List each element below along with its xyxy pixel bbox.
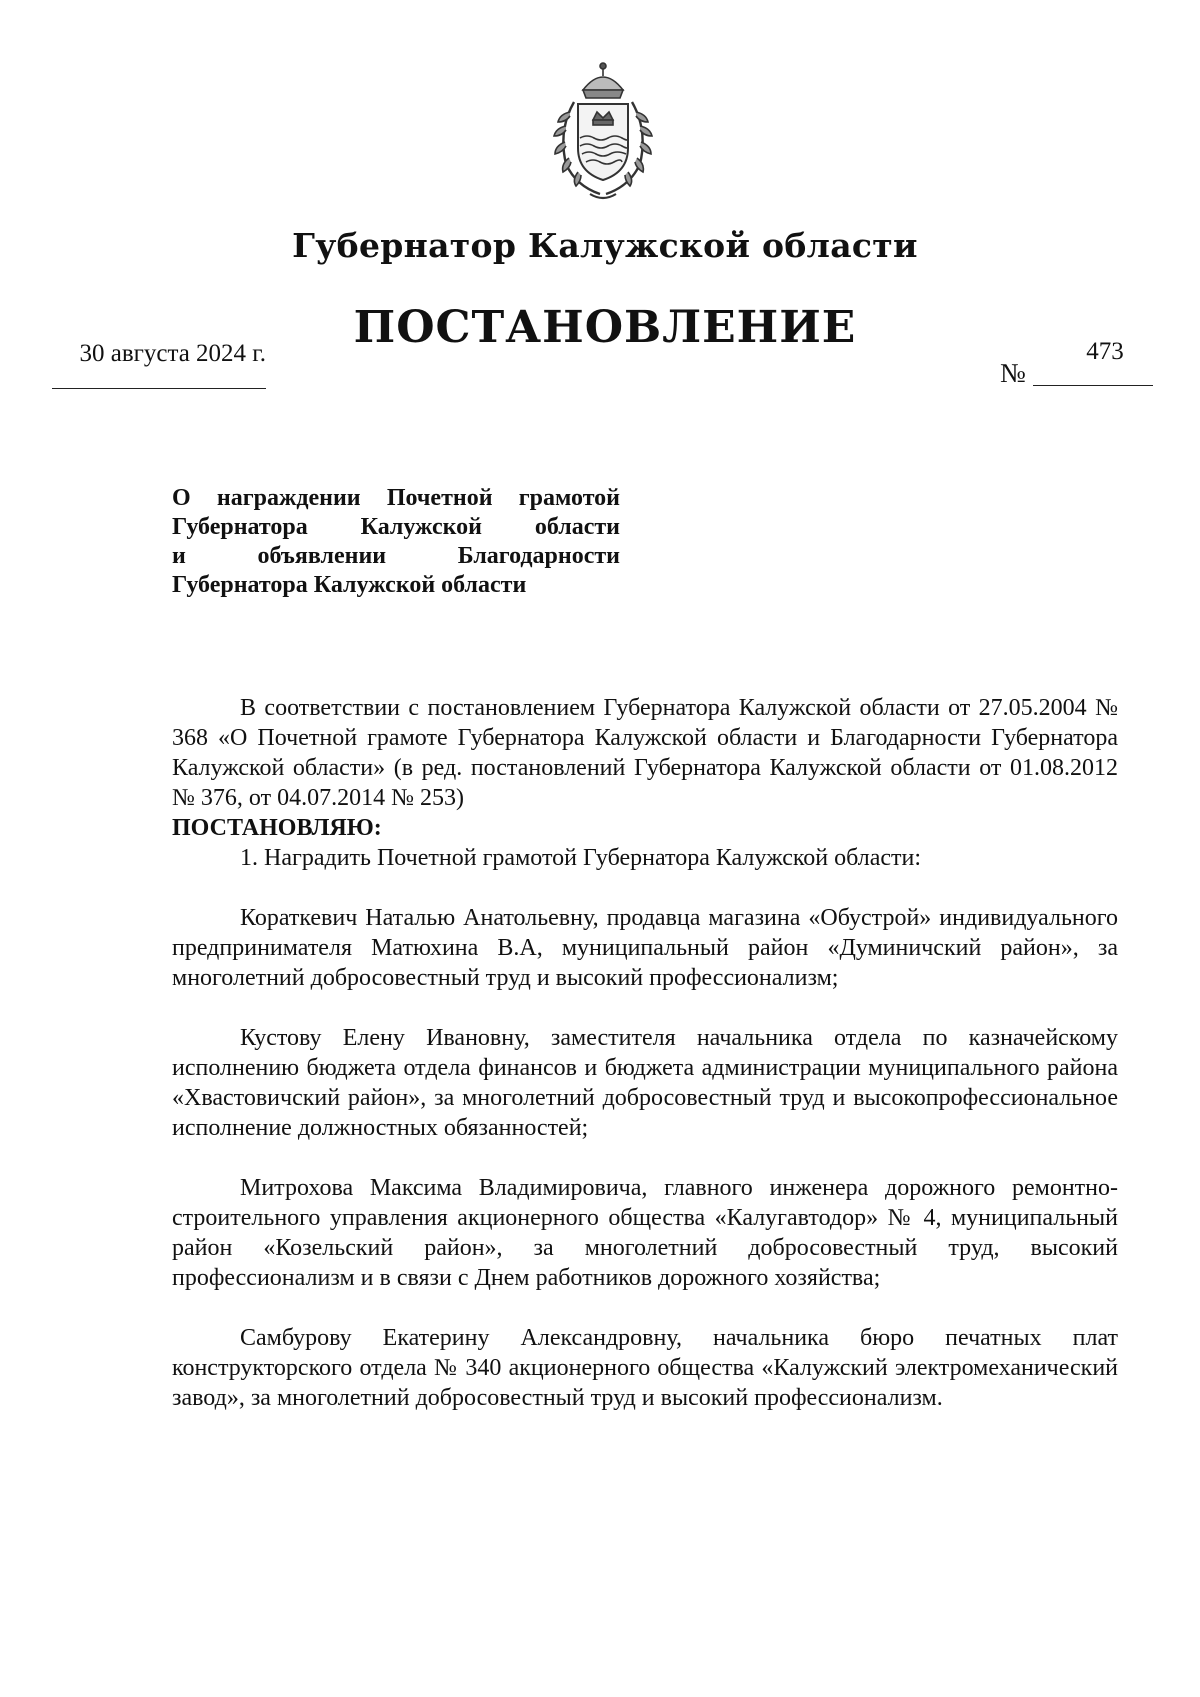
date-underline xyxy=(52,388,266,389)
preamble-paragraph: В соответствии с постановлением Губернатора Калужской области от 27.05.2004 № 368 «О Почетной грамоте Губернатора Калужской области и Благодарности Губернатора Калужской области» (в ред. постановлений Губернатора Калужской области от 01.08.2012 № 376, от 04.07.2014 № 253) xyxy=(172,695,1118,811)
document-number: 473 xyxy=(1086,338,1124,365)
document-type-title: ПОСТАНОВЛЕНИЕ xyxy=(353,302,857,353)
document-body xyxy=(172,693,1118,1413)
awardee-paragraph: Митрохова Максима Владимировича, главного инженера дорожного ремонтно-строительного управления акционерного общества «Калугавтодор» № 4, муниципальный район «Козельский район», за многолетний добросовестный труд, высокий профессионализм и в связи с Днем работников дорожного хозяйства; xyxy=(172,1175,1118,1291)
awardee-paragraph: Самбурову Екатерину Александровну, начальника бюро печатных плат конструкторского отдела № 340 акционерного общества «Калужский электромеханический завод», за многолетний добросовестный труд и высокий профессионализм. xyxy=(172,1325,1118,1411)
subject-line: Губернатора Калужской области xyxy=(172,514,620,540)
awardee-paragraph: Кораткевич Наталью Анатольевну, продавца магазина «Обустрой» индивидуального предпринимателя Матюхина В.А, муниципальный район «Думиничский район», за многолетний добросовестный труд и высокий профессионализм; xyxy=(172,905,1118,991)
subject-line: и объявлении Благодарности xyxy=(172,543,620,569)
subject-line: Губернатора Калужской области xyxy=(172,572,527,598)
subject-line: О награждении Почетной грамотой xyxy=(172,485,620,511)
awardee-paragraph: Кустову Елену Ивановну, заместителя начальника отдела по казначейскому исполнению бюджета отдела финансов и бюджета администрации муниципального района «Хвастовичский район», за многолетний добросовестный труд и высокопрофессиональное исполнение должностных обязанностей; xyxy=(172,1025,1118,1141)
document-date: 30 августа 2024 г. xyxy=(79,340,266,367)
kaluga-coat-of-arms-icon xyxy=(540,60,666,205)
number-underline xyxy=(1033,385,1153,386)
decree-word: ПОСТАНОВЛЯЮ: xyxy=(172,815,382,841)
document-subject xyxy=(172,484,620,600)
item-1-heading: 1. Наградить Почетной грамотой Губернатора Калужской области: xyxy=(240,845,922,871)
issuing-authority: Губернатор Калужской области xyxy=(292,226,918,265)
number-sign: № xyxy=(1000,358,1026,388)
